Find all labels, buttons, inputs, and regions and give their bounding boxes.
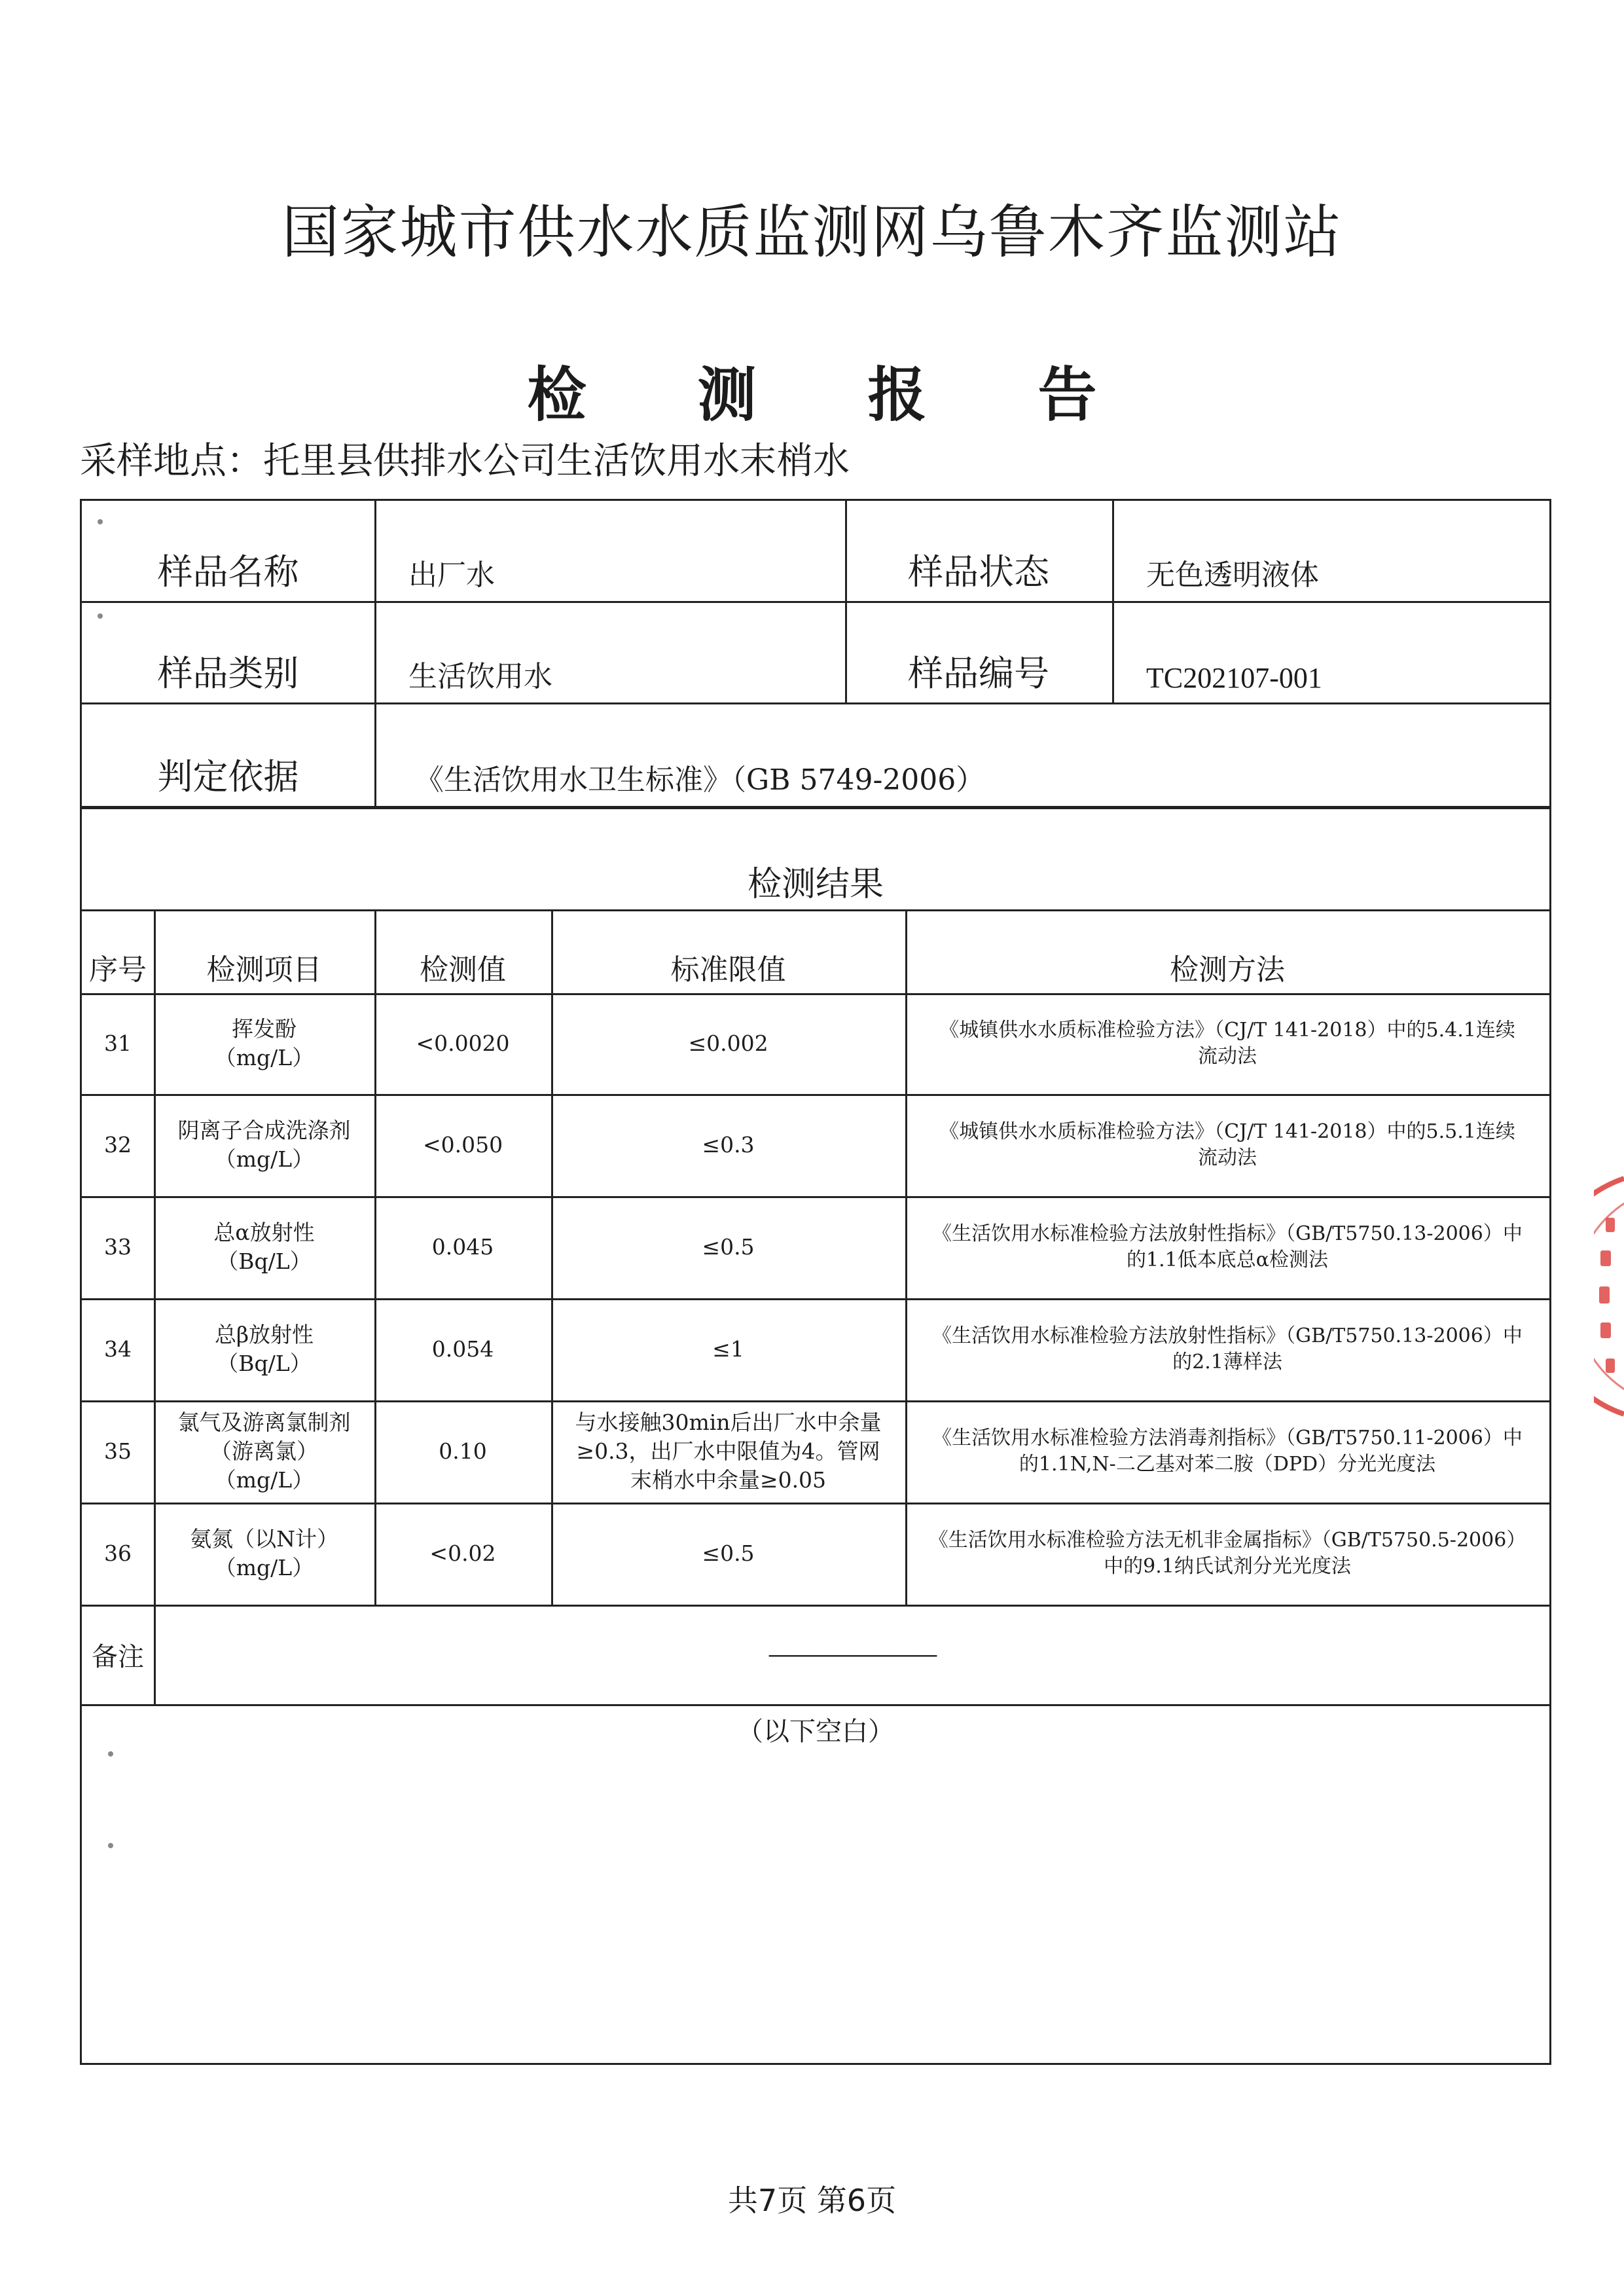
limit-line: ≥0.3，出厂水中限值为4。管网 bbox=[576, 1438, 880, 1464]
limit-line: 末梢水中余量≥0.05 bbox=[630, 1467, 827, 1493]
sample-name-label: 样品名称 bbox=[157, 551, 299, 592]
col-header-method: 检测方法 bbox=[1170, 953, 1285, 987]
row-32-method bbox=[905, 1094, 1549, 1196]
sample-state-label: 样品状态 bbox=[908, 551, 1049, 592]
basis-value: 《生活饮用水卫生标准》（GB 5749-2006） bbox=[415, 763, 985, 797]
scan-speck bbox=[98, 613, 103, 619]
scan-speck bbox=[108, 1751, 113, 1757]
location-label: 采样地点： bbox=[80, 440, 263, 483]
method-line: 流动法 bbox=[1198, 1045, 1257, 1068]
method-line: 《生活饮用水标准检验方法放射性指标》（GB/T5750.13-2006）中 bbox=[932, 1324, 1523, 1347]
row-32-item bbox=[154, 1094, 374, 1196]
row-34-limit: ≤1 bbox=[712, 1336, 744, 1362]
row-36-item bbox=[154, 1503, 374, 1605]
row-35-no: 35 bbox=[104, 1438, 132, 1464]
scan-speck bbox=[98, 519, 103, 524]
remark-label: 备注 bbox=[92, 1641, 144, 1672]
col-header-limit: 标准限值 bbox=[670, 953, 786, 987]
method-line: 的1.1N,N-二乙基对苯二胺（DPD）分光光度法 bbox=[1019, 1453, 1436, 1476]
row-33-value: 0.045 bbox=[431, 1234, 494, 1260]
row-31-item bbox=[154, 993, 374, 1094]
organization-title: 国家城市供水水质监测网乌鲁木齐监测站 bbox=[281, 198, 1343, 266]
limit-line: 与水接触30min后出厂水中余量 bbox=[575, 1410, 882, 1435]
item-unit: （mg/L） bbox=[214, 1555, 314, 1580]
page-info: 共7页 第6页 bbox=[727, 2183, 897, 2218]
method-line: 《生活饮用水标准检验方法无机非金属指标》（GB/T5750.5-2006） bbox=[928, 1529, 1526, 1552]
sample-category-label: 样品类别 bbox=[157, 653, 299, 694]
col-header-value: 检测值 bbox=[420, 953, 506, 987]
item-name: 总β放射性 bbox=[214, 1322, 314, 1347]
method-line: 《生活饮用水标准检验方法消毒剂指标》（GB/T5750.11-2006）中 bbox=[932, 1427, 1523, 1449]
row-32-value: <0.050 bbox=[422, 1132, 503, 1157]
row-33-method bbox=[905, 1196, 1549, 1298]
row-33-no: 33 bbox=[104, 1234, 132, 1260]
method-line: 的1.1低本底总α检测法 bbox=[1127, 1248, 1328, 1271]
item-name: 氯气及游离氯制剂 bbox=[177, 1410, 351, 1435]
item-unit: （mg/L） bbox=[214, 1146, 314, 1172]
item-unit: （mg/L） bbox=[214, 1467, 314, 1493]
sample-number-value: TC202107-001 bbox=[1146, 662, 1322, 694]
sampling-location bbox=[80, 432, 850, 484]
method-line: 流动法 bbox=[1198, 1146, 1257, 1169]
row-36-limit: ≤0.5 bbox=[702, 1540, 755, 1566]
row-33-item bbox=[154, 1196, 374, 1298]
row-31-no: 31 bbox=[104, 1030, 132, 1056]
sample-name-value: 出厂水 bbox=[408, 558, 495, 592]
row-31-method bbox=[905, 993, 1549, 1094]
row-35-limit bbox=[551, 1400, 905, 1503]
method-line: 《城镇供水水质标准检验方法》（CJ/T 141-2018）中的5.4.1连续 bbox=[939, 1019, 1515, 1042]
row-34-value: 0.054 bbox=[431, 1336, 494, 1362]
col-header-item: 检测项目 bbox=[206, 953, 322, 987]
row-31-value: <0.0020 bbox=[416, 1030, 510, 1056]
results-section-title: 检测结果 bbox=[747, 865, 884, 904]
row-36-value: <0.02 bbox=[429, 1540, 496, 1566]
method-line: 中的9.1纳氏试剂分光光度法 bbox=[1104, 1555, 1351, 1578]
sample-state-value: 无色透明液体 bbox=[1146, 558, 1319, 592]
row-35-item bbox=[154, 1400, 374, 1503]
method-line: 的2.1薄样法 bbox=[1172, 1351, 1282, 1374]
item-name: 氨氮（以N计） bbox=[190, 1526, 338, 1552]
item-subname: （游离氯） bbox=[210, 1438, 318, 1464]
row-36-method bbox=[905, 1503, 1549, 1605]
row-36-no: 36 bbox=[104, 1540, 132, 1566]
item-name: 总α放射性 bbox=[213, 1220, 315, 1245]
method-line: 《城镇供水水质标准检验方法》（CJ/T 141-2018）中的5.5.1连续 bbox=[939, 1120, 1515, 1143]
row-34-item bbox=[154, 1298, 374, 1400]
item-unit: （Bq/L） bbox=[217, 1351, 312, 1376]
item-unit: （Bq/L） bbox=[217, 1248, 312, 1274]
blank-note: （以下空白） bbox=[737, 1717, 894, 1747]
location-value: 托里县供排水公司生活饮用水末梢水 bbox=[263, 440, 850, 483]
row-34-no: 34 bbox=[104, 1336, 132, 1362]
row-31-limit: ≤0.002 bbox=[688, 1030, 768, 1056]
basis-label: 判定依据 bbox=[157, 756, 299, 797]
row-35-value: 0.10 bbox=[439, 1438, 487, 1464]
item-name: 挥发酚 bbox=[232, 1016, 297, 1042]
official-seal-stamp bbox=[1594, 1165, 1624, 1427]
col-header-no: 序号 bbox=[89, 953, 147, 987]
row-33-limit: ≤0.5 bbox=[702, 1234, 755, 1260]
sample-category-value: 生活饮用水 bbox=[408, 660, 552, 693]
row-32-limit: ≤0.3 bbox=[702, 1132, 755, 1157]
report-table bbox=[80, 499, 1551, 2065]
item-name: 阴离子合成洗涤剂 bbox=[177, 1118, 351, 1143]
report-title: 检测报告 bbox=[527, 361, 1208, 429]
scan-speck bbox=[108, 1843, 113, 1848]
method-line: 《生活饮用水标准检验方法放射性指标》（GB/T5750.13-2006）中 bbox=[932, 1222, 1523, 1245]
row-35-method bbox=[905, 1400, 1549, 1503]
item-unit: （mg/L） bbox=[214, 1045, 314, 1070]
sample-number-label: 样品编号 bbox=[908, 653, 1049, 694]
row-32-no: 32 bbox=[104, 1132, 132, 1157]
row-34-method bbox=[905, 1298, 1549, 1400]
remark-value: ———————— bbox=[768, 1641, 935, 1668]
